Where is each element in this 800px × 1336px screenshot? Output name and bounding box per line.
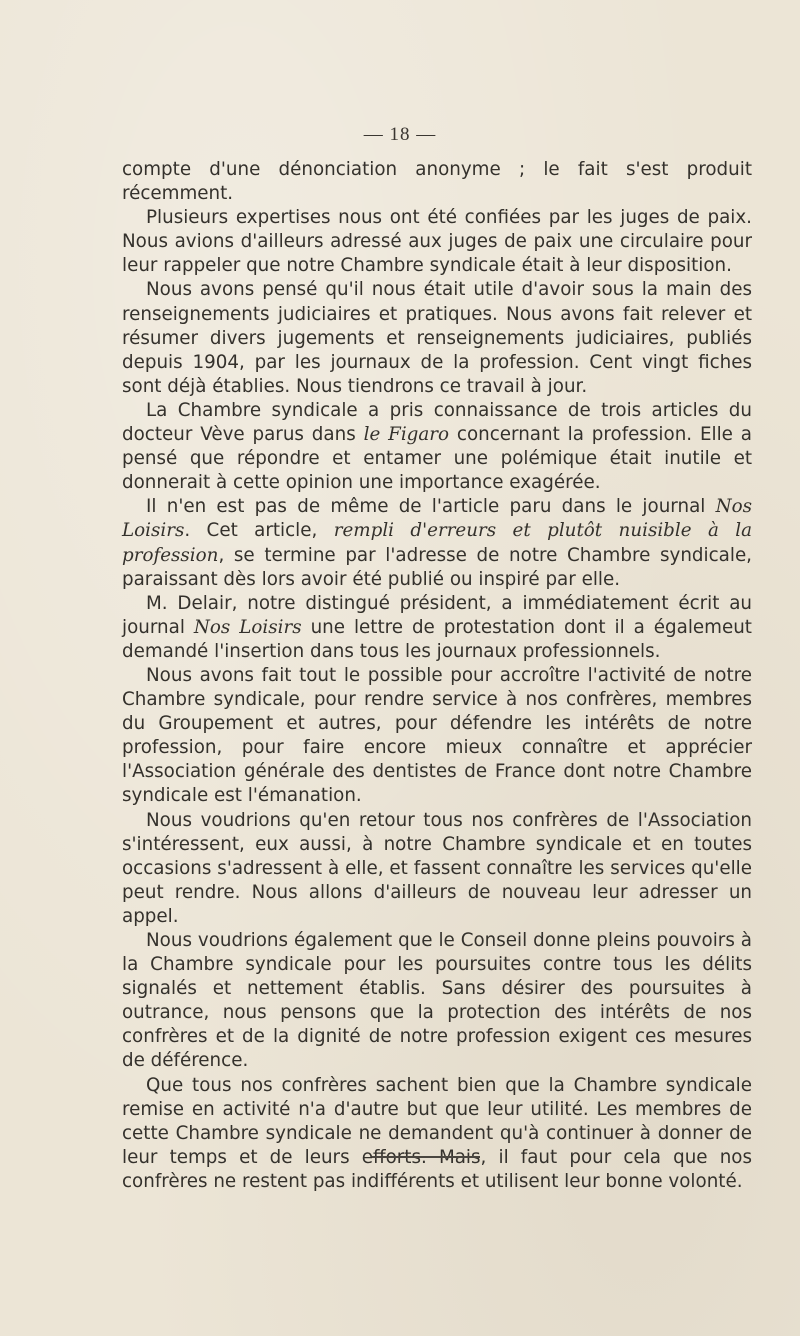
text-segment: une lettre de protestation dont il a égalemeut demandé l'insertion dans tous les journaux professionnels. — [122, 616, 752, 662]
paragraph — [122, 809, 752, 929]
paragraph — [122, 1074, 752, 1194]
body-text — [122, 158, 752, 1194]
paragraph — [122, 592, 752, 664]
text-segment: Nous avons pensé qu'il nous était utile d'avoir sous la main des renseignements judiciaires et pratiques. Nous avons fait relever et résumer divers jugements et renseignements judiciaires, publiés depuis 1904, par les journaux de la profession. Cent vingt fiches sont déjà établies. Nous tiendrons ce travail à jour. — [122, 279, 752, 397]
text-segment: Que tous nos confrères sachent bien que la Chambre syndicale remise en activité n'a d'autre but que leur utilité. Les membres de cette Chambre syndicale ne demandent qu'à continuer à donner de leur temps et de leurs efforts. Mais, il faut pour cela que nos confrères ne restent pas indifférents et utilisent leur bonne volonté. — [122, 1074, 752, 1192]
text-segment: Plusieurs expertises nous ont été confiées par les juges de paix. Nous avions d'ailleurs adressé aux juges de paix une circulaire pour leur rappeler que notre Chambre syndicale était à leur disposition. — [122, 207, 752, 277]
paragraph — [122, 158, 752, 206]
italic-text: rempli d'erreurs et plutôt nuisible à la profession — [122, 520, 752, 566]
page-number: — 18 — — [363, 124, 437, 145]
text-segment: Nous voudrions qu'en retour tous nos confrères de l'Association s'intéressent, eux aussi, à notre Chambre syndicale et en toutes occasions s'adressent à elle, et fassent connaître les services qu'elle peut rendre. Nous allons d'ailleurs de nouveau leur adresser un appel. — [122, 809, 752, 927]
text-segment: , se termine par l'adresse de notre Chambre syndicale, paraissant dès lors avoir été publié ou inspiré par elle. — [122, 544, 752, 590]
text-segment: Nous avons fait tout le possible pour accroître l'activité de notre Chambre syndicale, pour rendre service à nos confrères, membres du Groupement et autres, pour défendre les intérêts de notre profession, pour faire encore mieux connaître et apprécier l'Association générale des dentistes de France dont notre Chambre syndicale est l'émanation. — [122, 664, 752, 807]
italic-text: Nos Loisirs — [193, 616, 302, 638]
text-segment: La Chambre syndicale a pris connaissance de trois articles du docteur Vève parus dans — [122, 399, 752, 446]
text-segment: compte d'une dénonciation anonyme ; le fait s'est produit récemment. — [122, 159, 752, 205]
closing-rule — [372, 1156, 480, 1158]
paragraph — [122, 664, 752, 809]
text-segment: Il n'en est pas de même de l'article paru dans le journal — [146, 496, 716, 518]
text-segment: Nous voudrions également que le Conseil donne pleins pouvoirs à la Chambre syndicale pour les poursuites contre tous les délits signalés et nettement établis. Sans désirer des poursuites à outrance, nous pensons que la protection des intérêts de nos confrères et de la dignité de notre profession exigent ces mesures de déférence. — [122, 930, 752, 1072]
italic-text: le Figaro — [363, 424, 450, 446]
paragraph — [122, 495, 752, 591]
text-segment: . Cet article, — [184, 520, 334, 542]
paragraph — [122, 929, 752, 1074]
paragraph — [122, 206, 752, 278]
paragraph — [122, 399, 752, 495]
text-segment: concernant la profession. Elle a pensé que répondre et entamer une polémique était inutile et donnerait à cette opinion une importance exagérée. — [122, 424, 752, 494]
paragraph — [122, 278, 752, 398]
text-segment: M. Delair, notre distingué président, a immédiatement écrit au journal — [122, 592, 752, 638]
italic-text: Nos Loisirs — [122, 496, 752, 542]
